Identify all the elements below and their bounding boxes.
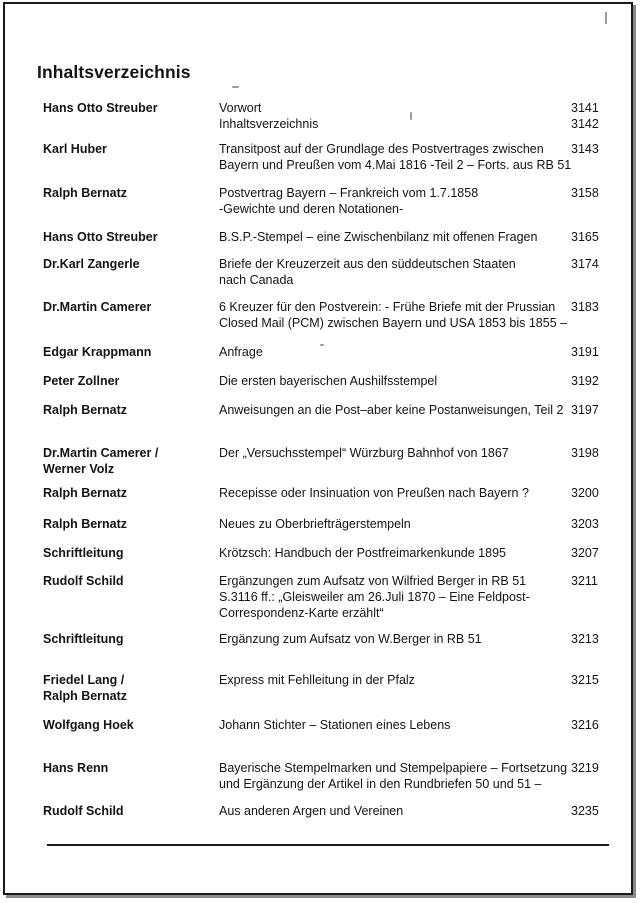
entry-title xyxy=(219,760,574,792)
entry-author: Dr.Martin Camerer xyxy=(43,300,152,314)
entry-title xyxy=(219,256,574,288)
entry-title-line: 6 Kreuzer für den Postverein: - Frühe Briefe mit der Prussian xyxy=(219,300,556,314)
page-number: 3191 xyxy=(571,345,599,359)
entry-author: Schriftleitung xyxy=(43,546,124,560)
entry-title xyxy=(219,516,574,532)
page-title: Inhaltsverzeichnis xyxy=(37,62,191,82)
entry-pages xyxy=(571,573,611,589)
entry-pages xyxy=(571,485,611,501)
entry-pages xyxy=(571,672,611,688)
bottom-rule xyxy=(47,844,609,846)
page-number: 3158 xyxy=(571,186,599,200)
entry-author: Peter Zollner xyxy=(43,374,120,388)
entry-pages xyxy=(571,256,611,272)
entry-title-line: B.S.P.-Stempel – eine Zwischenbilanz mit offenen Fragen xyxy=(219,230,538,244)
page-number: 3213 xyxy=(571,632,599,646)
entry-title-line: Vorwort xyxy=(219,101,262,115)
entry-author: Hans Otto Streuber xyxy=(43,230,158,244)
page-number: 3183 xyxy=(571,300,599,314)
scan-speck xyxy=(232,86,239,88)
entry-title-line: -Gewichte und deren Notationen- xyxy=(219,202,404,216)
entry-title-line: Briefe der Kreuzerzeit aus den süddeutschen Staaten xyxy=(219,257,516,271)
page-number: 3141 xyxy=(571,101,599,115)
page-number: 3216 xyxy=(571,718,599,732)
page-number: 3198 xyxy=(571,446,599,460)
entry-title xyxy=(219,545,574,561)
page-number: 3207 xyxy=(571,546,599,560)
entry-title xyxy=(219,485,574,501)
entry-pages xyxy=(571,229,611,245)
entry-pages xyxy=(571,100,611,132)
entry-title-line: Bayerische Stempelmarken und Stempelpapiere – Fortsetzung xyxy=(219,761,568,775)
entry-pages xyxy=(571,631,611,647)
page-number: 3219 xyxy=(571,761,599,775)
entry-title-line: Neues zu Oberbriefträgerstempeln xyxy=(219,517,411,531)
entry-author: Ralph Bernatz xyxy=(43,186,128,200)
page-number: 3203 xyxy=(571,517,599,531)
entry-pages xyxy=(571,299,611,315)
page-number: 3215 xyxy=(571,673,599,687)
entry-title xyxy=(219,229,574,245)
entry-pages xyxy=(571,803,611,819)
entry-author: Karl Huber xyxy=(43,142,107,156)
entry-title xyxy=(219,672,574,688)
entry-pages xyxy=(571,141,611,157)
entry-author: Ralph Bernatz xyxy=(43,486,128,500)
entry-title-line: S.3116 ff.: „Gleisweiler am 26.Juli 1870 – Eine Feldpost- xyxy=(219,590,530,604)
entry-title-line: Aus anderen Argen und Vereinen xyxy=(219,804,404,818)
page-number: 3197 xyxy=(571,403,599,417)
entry-title xyxy=(219,299,574,331)
entry-author: Rudolf Schild xyxy=(43,574,124,588)
entry-pages xyxy=(571,185,611,201)
entry-title-line: Der „Versuchsstempel“ Würzburg Bahnhof von 1867 xyxy=(219,446,509,460)
entry-pages xyxy=(571,545,611,561)
entry-title-line: Postvertrag Bayern – Frankreich vom 1.7.1858 xyxy=(219,186,479,200)
entry-pages xyxy=(571,516,611,532)
entry-title-line: Die ersten bayerischen Aushilfsstempel xyxy=(219,374,438,388)
entry-title-line: Krötzsch: Handbuch der Postfreimarkenkunde 1895 xyxy=(219,546,506,560)
entry-title-line: Inhaltsverzeichnis xyxy=(219,117,319,131)
entry-pages xyxy=(571,445,611,461)
entry-title xyxy=(219,141,574,173)
entry-title-line: Transitpost auf der Grundlage des Postvertrages zwischen xyxy=(219,142,544,156)
entry-title xyxy=(219,803,574,819)
entry-title xyxy=(219,100,574,132)
entry-author: Dr.Karl Zangerle xyxy=(43,257,140,271)
entry-title-line: Recepisse oder Insinuation von Preußen nach Bayern ? xyxy=(219,486,529,500)
entry-title xyxy=(219,717,574,733)
entry-author: Schriftleitung xyxy=(43,632,124,646)
entry-pages xyxy=(571,717,611,733)
entry-title-line: Bayern und Preußen vom 4.Mai 1816 -Teil 2 – Forts. aus RB 51 xyxy=(219,158,572,172)
entry-title xyxy=(219,344,574,360)
entry-title xyxy=(219,573,574,621)
entry-title xyxy=(219,631,574,647)
entry-author: Ralph Bernatz xyxy=(43,403,128,417)
entry-author: Rudolf Schild xyxy=(43,804,124,818)
entry-title-line: Express mit Fehlleitung in der Pfalz xyxy=(219,673,415,687)
page-number: 3235 xyxy=(571,804,599,818)
entry-title-line: Anfrage xyxy=(219,345,263,359)
page-number: 3142 xyxy=(571,117,599,131)
page-number: 3143 xyxy=(571,142,599,156)
entry-pages xyxy=(571,373,611,389)
entry-title-line: Closed Mail (PCM) zwischen Bayern und USA 1853 bis 1855 – xyxy=(219,316,568,330)
entry-title xyxy=(219,373,574,389)
page-number: 3174 xyxy=(571,257,599,271)
entry-author: Hans Renn xyxy=(43,761,109,775)
entry-title-line: Johann Stichter – Stationen eines Lebens xyxy=(219,718,451,732)
entry-author: Friedel Lang / Ralph Bernatz xyxy=(43,673,128,703)
entry-author: Ralph Bernatz xyxy=(43,517,128,531)
entry-pages xyxy=(571,344,611,360)
entry-title xyxy=(219,185,574,217)
entry-author: Hans Otto Streuber xyxy=(43,101,158,115)
page-number: 3165 xyxy=(571,230,599,244)
entry-title-line: Ergänzungen zum Aufsatz von Wilfried Berger in RB 51 xyxy=(219,574,527,588)
entry-pages xyxy=(571,402,611,418)
entry-title xyxy=(219,445,574,461)
entry-pages xyxy=(571,760,611,776)
page-number: 3192 xyxy=(571,374,599,388)
entry-title-line: Ergänzung zum Aufsatz von W.Berger in RB 51 xyxy=(219,632,482,646)
page-number: 3200 xyxy=(571,486,599,500)
entry-author: Edgar Krappmann xyxy=(43,345,152,359)
entry-title-line: Correspondenz-Karte erzählt“ xyxy=(219,606,384,620)
entry-author: Dr.Martin Camerer / Werner Volz xyxy=(43,446,159,476)
entry-title-line: und Ergänzung der Artikel in den Rundbriefen 50 und 51 – xyxy=(219,777,542,791)
entry-title-line: nach Canada xyxy=(219,273,294,287)
document-page xyxy=(3,2,633,895)
entry-title xyxy=(219,402,574,418)
entry-author: Wolfgang Hoek xyxy=(43,718,134,732)
page-number: 3211 xyxy=(571,574,598,588)
scan-mark xyxy=(605,12,607,24)
entry-title-line: Anweisungen an die Post–aber keine Postanweisungen, Teil 2 xyxy=(219,403,564,417)
